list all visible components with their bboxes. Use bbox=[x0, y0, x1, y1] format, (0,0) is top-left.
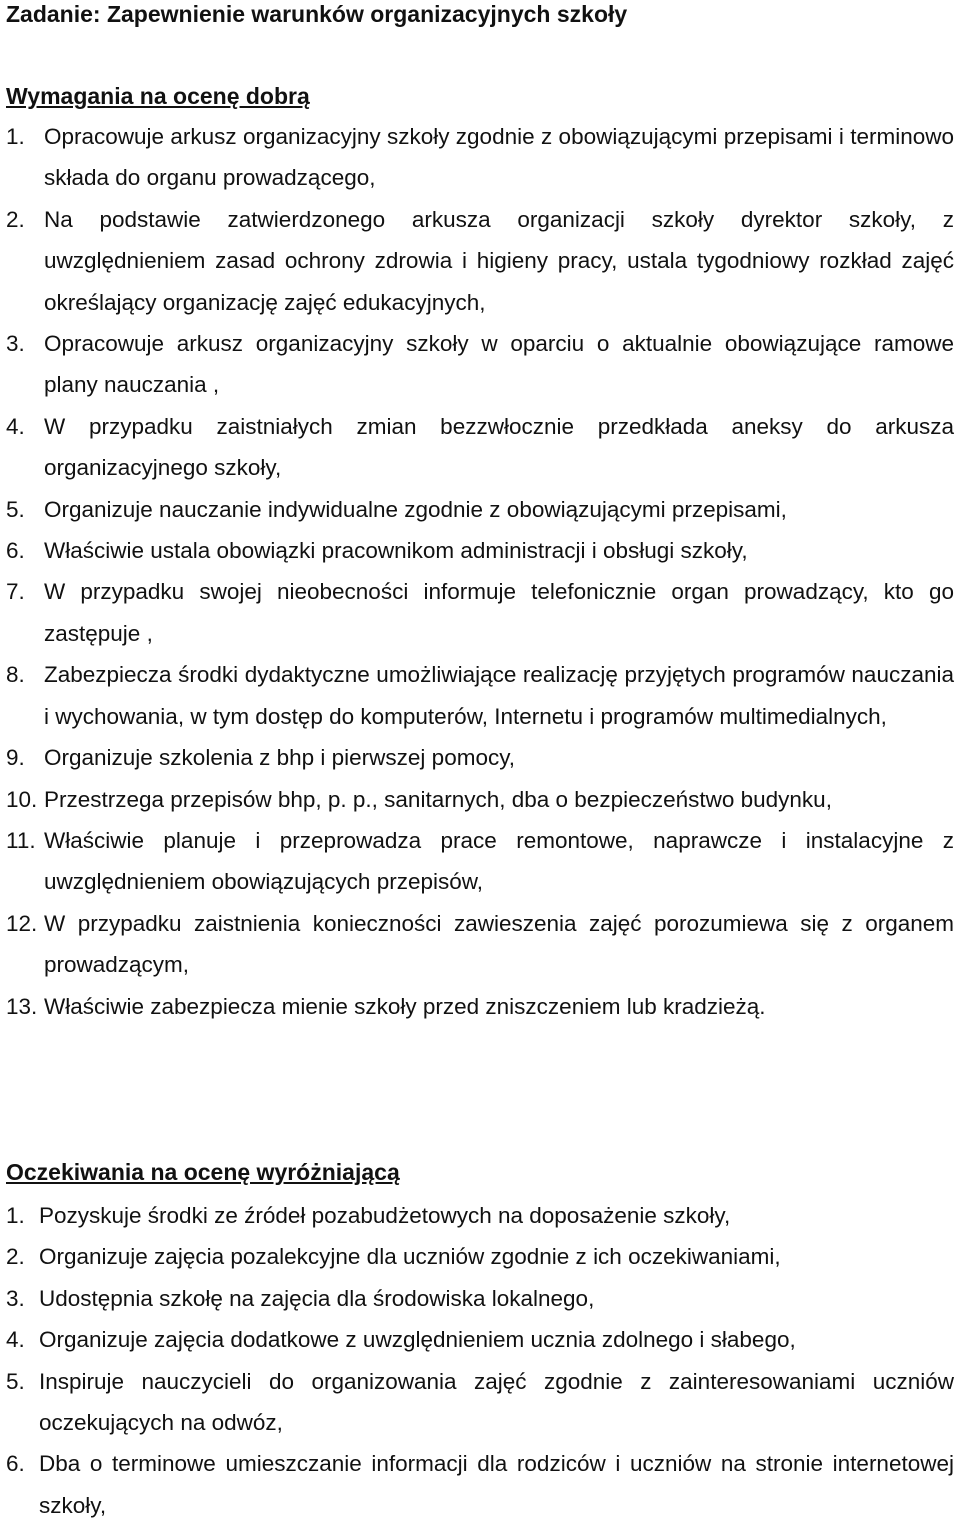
item-number: 10. bbox=[6, 786, 38, 812]
item-text: Opracowuje arkusz organizacyjny szkoły zgodnie z obowiązującymi przepisami i terminowo składa do organu prowadzącego, bbox=[44, 124, 954, 191]
item-text: Organizuje nauczanie indywidualne zgodnie z obowiązującymi przepisami, bbox=[44, 496, 787, 522]
list-item bbox=[6, 737, 954, 778]
document-title: Zadanie: Zapewnienie warunków organizacyjnych szkoły bbox=[6, 1, 628, 27]
list-item bbox=[6, 903, 954, 986]
item-text: Właściwie planuje i przeprowadza prace remontowe, naprawcze i instalacyjne z uwzględnieniem obowiązujących przepisów, bbox=[44, 827, 954, 895]
item-text: Pozyskuje środki ze źródeł pozabudżetowych na doposażenie szkoły, bbox=[39, 1203, 731, 1228]
item-number: 2. bbox=[6, 1244, 25, 1270]
list-item bbox=[6, 1443, 954, 1526]
item-text: Organizuje szkolenia z bhp i pierwszej pomocy, bbox=[44, 745, 516, 771]
item-text: Właściwie ustala obowiązki pracownikom administracji i obsługi szkoły, bbox=[44, 538, 748, 564]
item-number: 4. bbox=[6, 1327, 25, 1353]
list-item bbox=[6, 1278, 954, 1319]
item-number: 5. bbox=[6, 496, 25, 522]
item-number: 6. bbox=[6, 1451, 25, 1477]
list-item bbox=[6, 1195, 954, 1236]
item-text: Na podstawie zatwierdzonego arkusza organizacji szkoły dyrektor szkoły, z uwzględnieniem zasad ochrony zdrowia i higieny pracy, ustala tygodniowy rozkład zajęć określający organizację zajęć edukacyjnych, bbox=[44, 206, 954, 315]
list-item bbox=[6, 654, 954, 737]
item-text: Organizuje zajęcia dodatkowe z uwzględnieniem ucznia zdolnego i słabego, bbox=[39, 1327, 796, 1353]
list-item bbox=[6, 489, 954, 530]
item-number: 7. bbox=[6, 579, 25, 605]
list-item bbox=[6, 986, 954, 1027]
item-number: 1. bbox=[6, 1203, 25, 1228]
item-number: 4. bbox=[6, 413, 25, 439]
item-number: 6. bbox=[6, 538, 25, 564]
item-number: 9. bbox=[6, 745, 25, 771]
item-text: W przypadku swojej nieobecności informuje telefonicznie organ prowadzący, kto go zastępuje , bbox=[44, 579, 954, 646]
item-text: Zabezpiecza środki dydaktyczne umożliwiające realizację przyjętych programów nauczania i wychowania, w tym dostęp do komputerów, Internetu i programów multimedialnych, bbox=[44, 662, 954, 729]
item-number: 13. bbox=[6, 993, 38, 1019]
item-text: Organizuje zajęcia pozalekcyjne dla uczniów zgodnie z ich oczekiwaniami, bbox=[39, 1244, 781, 1270]
list-item bbox=[6, 530, 954, 571]
item-text: Dba o terminowe umieszczanie informacji dla rodziców i uczniów na stronie internetowej szkoły, bbox=[39, 1451, 954, 1518]
item-text: Opracowuje arkusz organizacyjny szkoły w oparciu o aktualnie obowiązujące ramowe plany nauczania , bbox=[44, 331, 954, 398]
list-item bbox=[6, 1319, 954, 1360]
list-item bbox=[6, 1361, 954, 1444]
item-number: 2. bbox=[6, 206, 25, 232]
item-text: Udostępnia szkołę na zajęcia dla środowiska lokalnego, bbox=[39, 1285, 595, 1311]
requirements-list-good bbox=[6, 116, 954, 1027]
item-text: W przypadku zaistnienia konieczności zawieszenia zajęć porozumiewa się z organem prowadzącym, bbox=[44, 910, 954, 978]
item-number: 11. bbox=[6, 827, 36, 853]
section-heading-good: Wymagania na ocenę dobrą bbox=[6, 83, 310, 109]
item-number: 1. bbox=[6, 124, 25, 149]
list-item bbox=[6, 571, 954, 654]
list-item bbox=[6, 323, 954, 406]
section-heading-outstanding: Oczekiwania na ocenę wyróżniającą bbox=[6, 1159, 400, 1185]
list-item bbox=[6, 779, 954, 820]
item-text: Przestrzega przepisów bhp, p. p., sanitarnych, dba o bezpieczeństwo budynku, bbox=[44, 786, 832, 812]
list-item bbox=[6, 116, 954, 199]
list-item bbox=[6, 406, 954, 489]
item-number: 12. bbox=[6, 910, 38, 936]
list-item bbox=[6, 1236, 954, 1277]
item-number: 5. bbox=[6, 1368, 25, 1394]
item-text: Inspiruje nauczycieli do organizowania zajęć zgodnie z zainteresowaniami uczniów oczekujących na odwóz, bbox=[39, 1368, 954, 1436]
list-item bbox=[6, 820, 954, 903]
item-number: 3. bbox=[6, 1285, 25, 1311]
item-number: 3. bbox=[6, 331, 25, 357]
list-item bbox=[6, 199, 954, 323]
item-text: W przypadku zaistniałych zmian bezzwłocznie przedkłada aneksy do arkusza organizacyjnego szkoły, bbox=[44, 413, 954, 481]
item-text: Właściwie zabezpiecza mienie szkoły przed zniszczeniem lub kradzieżą. bbox=[44, 993, 766, 1019]
requirements-list-outstanding bbox=[6, 1195, 954, 1526]
item-number: 8. bbox=[6, 662, 25, 688]
